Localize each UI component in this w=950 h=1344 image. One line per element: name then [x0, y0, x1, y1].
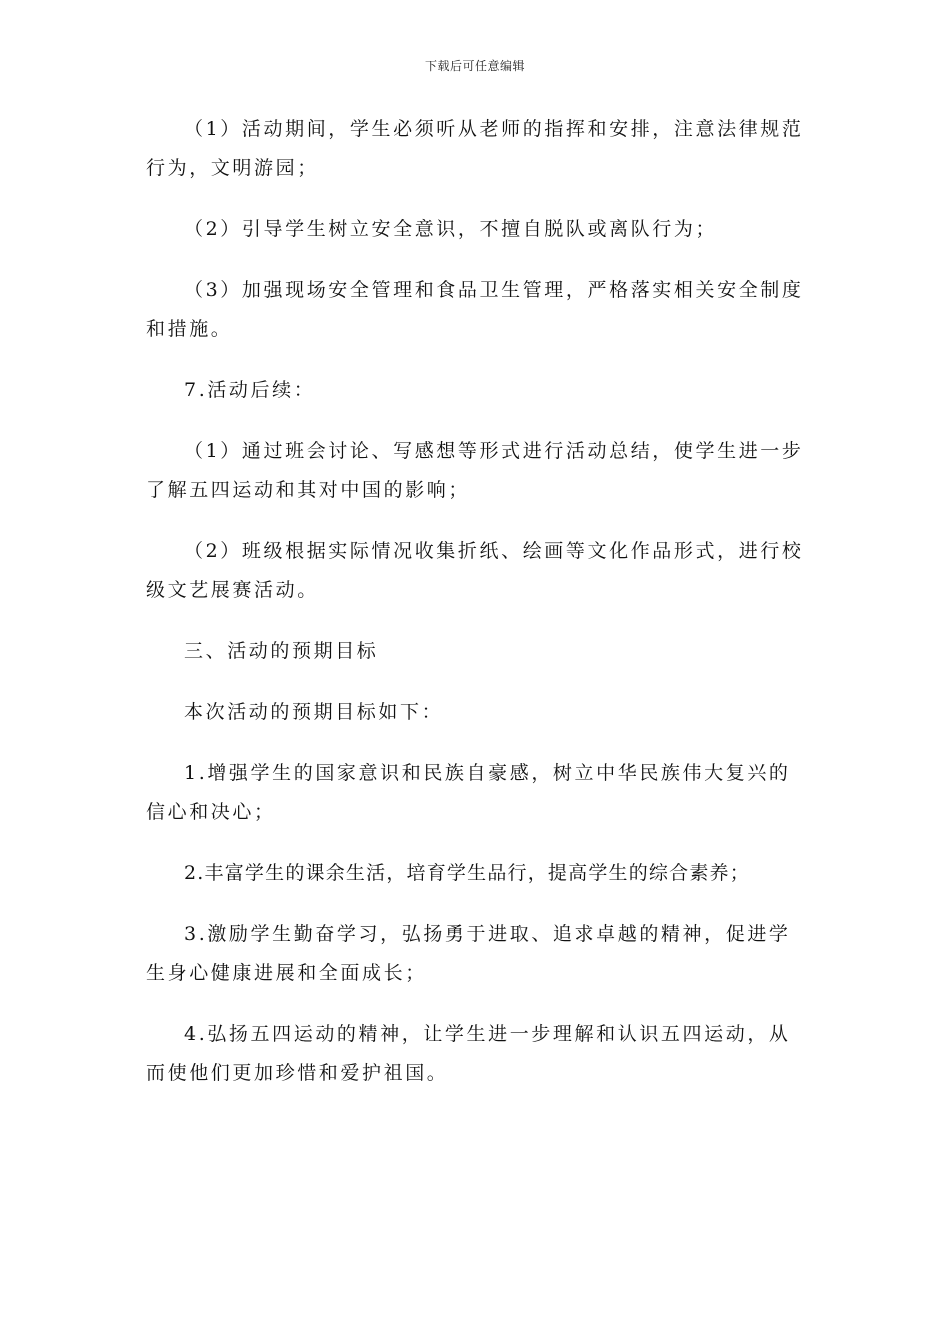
- page-header: 下载后可任意编辑: [424, 59, 525, 73]
- paragraph-goal-1: 1.增强学生的国家意识和民族自豪感，树立中华民族伟大复兴的信心和决心；: [146, 762, 791, 823]
- paragraph-followup-1: （1）通过班会讨论、写感想等形式进行活动总结，使学生进一步了解五四运动和其对中国的影响；: [146, 440, 804, 501]
- paragraph-goals-intro: 本次活动的预期目标如下：: [184, 701, 444, 723]
- paragraph-goal-4: 4.弘扬五四运动的精神，让学生进一步理解和认识五四运动，从而使他们更加珍惜和爱护祖国。: [146, 1023, 791, 1084]
- paragraph-safety-1: （1）活动期间，学生必须听从老师的指挥和安排，注意法律规范行为，文明游园；: [146, 118, 804, 179]
- section-heading-goals: 三、活动的预期目标: [184, 640, 379, 662]
- paragraph-goal-2: 2.丰富学生的课余生活，培育学生品行，提高学生的综合素养；: [184, 862, 750, 884]
- document-body: [146, 110, 806, 1115]
- paragraph-goal-3: 3.激励学生勤奋学习，弘扬勇于进取、追求卓越的精神，促进学生身心健康进展和全面成长；: [146, 923, 791, 984]
- section-heading-followup: 7.活动后续：: [184, 379, 316, 401]
- paragraph-safety-3: （3）加强现场安全管理和食品卫生管理，严格落实相关安全制度和措施。: [146, 279, 804, 340]
- paragraph-followup-2: （2）班级根据实际情况收集折纸、绘画等文化作品形式，进行校级文艺展赛活动。: [146, 540, 804, 601]
- paragraph-safety-2: （2）引导学生树立安全意识，不擅自脱队或离队行为；: [184, 218, 718, 240]
